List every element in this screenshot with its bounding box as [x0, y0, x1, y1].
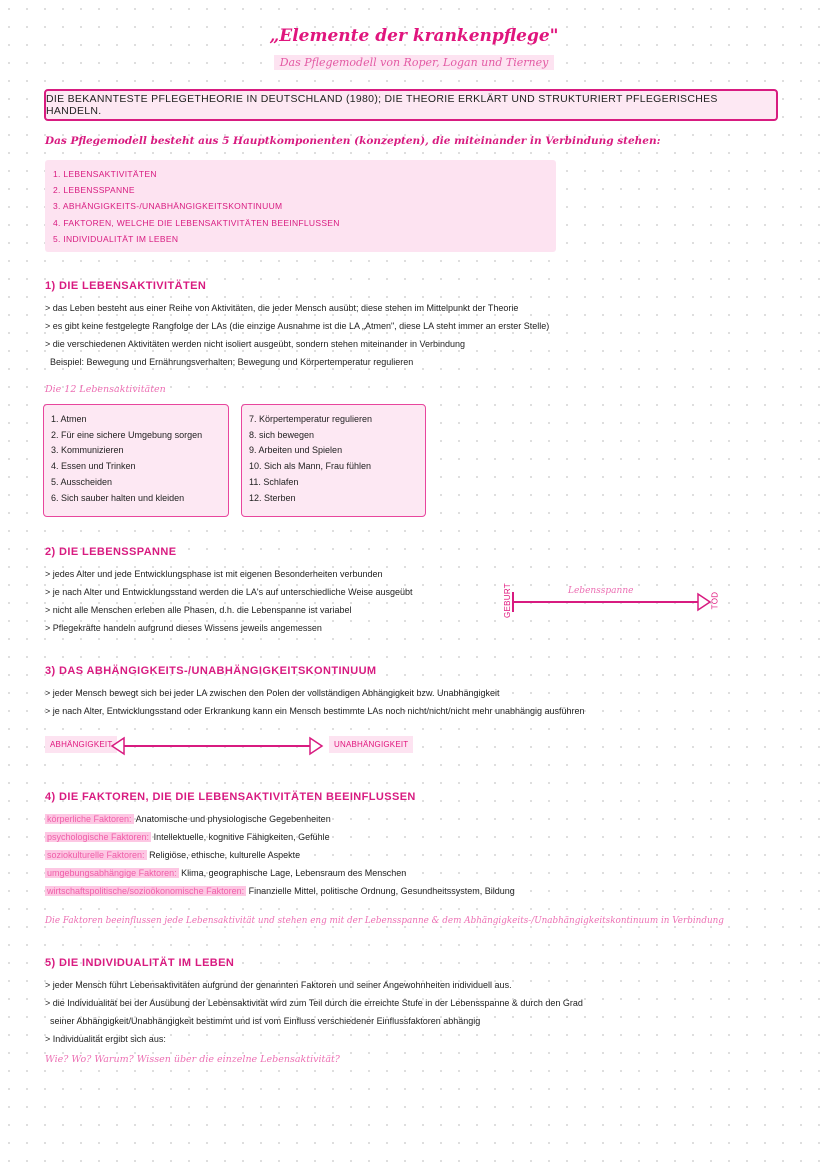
- factor-row: [45, 814, 331, 824]
- la-item: 8. sich bewegen: [249, 429, 315, 440]
- factor-text: Klima, geographische Lage, Lebensraum des Menschen: [181, 868, 407, 878]
- factor-row: [45, 868, 406, 878]
- la-item: 6. Sich sauber halten und kleiden: [51, 492, 185, 503]
- lifespan-diagram: [496, 582, 726, 622]
- la-item: 3. Kommunizieren: [51, 445, 124, 456]
- lead-text: Das Pflegemodell besteht aus 5 Hauptkomponenten (konzepten), die miteinander in Verbindung stehen:: [45, 135, 661, 147]
- section-3-line: > je nach Alter, Entwicklungsstand oder Erkrankung kann ein Mensch bestimmte LAs noch nicht/nicht/nicht mehr unabhängig ausführen: [45, 706, 585, 716]
- factor-label: körperliche Faktoren:: [47, 814, 132, 824]
- factor-row: [45, 886, 515, 896]
- factor-label: wirtschaftspolitische/sozioökonomische Faktoren:: [47, 886, 245, 896]
- death-label: TOD: [710, 591, 720, 610]
- section-2-line: > jedes Alter und jede Entwicklungsphase ist mit eigenen Besonderheiten verbunden: [45, 569, 383, 579]
- page-title: „Elemente der krankenpflege": [269, 26, 559, 46]
- continuum-arrow-icon: [110, 736, 325, 756]
- birth-label: GEBURT: [503, 583, 512, 618]
- section-1-line: Beispiel: Bewegung und Ernährungsverhalten; Bewegung und Körpertemperatur regulieren: [45, 357, 414, 367]
- page-subtitle: [0, 56, 828, 69]
- section-1-line: > das Leben besteht aus einer Reihe von Aktivitäten, die jeder Mensch ausübt; diese stehen im Mittelpunkt der Theorie: [45, 303, 519, 313]
- section-1-heading: 1) DIE LEBENSAKTIVITÄTEN: [45, 280, 207, 292]
- la-item: 4. Essen und Trinken: [51, 461, 136, 472]
- section-1-line: > die verschiedenen Aktivitäten werden nicht isoliert ausgeübt, sondern stehen miteinander in Verbindung: [45, 339, 466, 349]
- la-item: 11. Schlafen: [249, 476, 299, 487]
- factors-note: Die Faktoren beeinflussen jede Lebensaktivität und stehen eng mit der Lebensspanne & dem Abhängigkeits-/Unabhängigkeitskontinuum in Verbindung: [45, 916, 724, 926]
- la-item: 12. Sterben: [249, 492, 296, 503]
- factor-text: Anatomische und physiologische Gegebenheiten: [135, 814, 331, 824]
- la-list-title: Die 12 Lebensaktivitäten: [45, 384, 166, 395]
- section-5-line: > die Individualität bei der Ausübung der Lebensaktivität wird zum Teil durch die erreichte Stufe in der Lebensspanne & durch den Grad: [45, 998, 583, 1008]
- factor-text: Religiöse, ethische, kulturelle Aspekte: [149, 850, 301, 860]
- component-item: 4. FAKTOREN, WELCHE DIE LEBENSAKTIVITÄTEN BEEINFLUSSEN: [53, 217, 340, 228]
- la-item: 2. Für eine sichere Umgebung sorgen: [51, 429, 203, 440]
- components-box: [45, 160, 556, 252]
- component-item: 5. INDIVIDUALITÄT IM LEBEN: [53, 233, 179, 244]
- factor-row: [45, 850, 300, 860]
- la-item: 10. Sich als Mann, Frau fühlen: [249, 461, 372, 472]
- section-2-line: > Pflegekräfte handeln aufgrund dieses Wissens jeweils angemessen: [45, 623, 322, 633]
- section-3-line: > jeder Mensch bewegt sich bei jeder LA zwischen den Polen der vollständigen Abhängigkeit bzw. Unabhängigkeit: [45, 688, 500, 698]
- factor-label: psychologische Faktoren:: [47, 832, 150, 842]
- lifespan-label: Lebensspanne: [568, 586, 634, 596]
- la-column-2: [241, 404, 426, 517]
- independence-tag: UNABHÄNGIGKEIT: [329, 736, 413, 753]
- component-item: 3. ABHÄNGIGKEITS-/UNABHÄNGIGKEITSKONTINUUM: [53, 201, 283, 212]
- section-2-line: > je nach Alter und Entwicklungsstand werden die LA's auf unterschiedliche Weise ausgeübt: [45, 587, 413, 597]
- subtitle-text: Das Pflegemodell von Roper, Logan und Tierney: [274, 55, 555, 70]
- factor-text: Finanzielle Mittel, politische Ordnung, Gesundheitssystem, Bildung: [248, 886, 515, 896]
- la-column-1: [43, 404, 229, 517]
- factor-row: [45, 832, 330, 842]
- dependence-tag: ABHÄNGIGKEIT: [45, 736, 117, 753]
- section-5-line: seiner Abhängigkeit/Unabhängigkeit bestimmt und ist vom Einfluss verschiedener Einflussfaktoren abhängig: [45, 1016, 481, 1026]
- factor-label: soziokulturelle Faktoren:: [47, 850, 145, 860]
- factor-text: Intellektuelle, kognitive Fähigkeiten, Gefühle: [153, 832, 330, 842]
- component-item: 2. LEBENSSPANNE: [53, 185, 135, 196]
- section-5-line: > jeder Mensch führt Lebensaktivitäten aufgrund der genannten Faktoren und seiner Angewohnheiten individuell aus.: [45, 980, 512, 990]
- section-4-heading: 4) DIE FAKTOREN, DIE DIE LEBENSAKTIVITÄTEN BEEINFLUSSEN: [45, 791, 416, 803]
- section-2-line: > nicht alle Menschen erleben alle Phasen, d.h. die Lebenspanne ist variabel: [45, 605, 352, 615]
- la-item: 9. Arbeiten und Spielen: [249, 445, 343, 456]
- section-1-line: > es gibt keine festgelegte Rangfolge der LAs (die einzige Ausnahme ist die LA „Atmen", diese LA steht immer an erster Stelle): [45, 321, 550, 331]
- section-5-heading: 5) DIE INDIVIDUALITÄT IM LEBEN: [45, 957, 235, 969]
- la-item: 5. Ausscheiden: [51, 476, 113, 487]
- intro-box: DIE BEKANNTESTE PFLEGETHEORIE IN DEUTSCHLAND (1980); DIE THEORIE ERKLÄRT UND STRUKTURIERT PFLEGERISCHES HANDELN.: [44, 89, 778, 121]
- factor-label: umgebungsabhängige Faktoren:: [47, 868, 177, 878]
- component-item: 1. LEBENSAKTIVITÄTEN: [53, 169, 157, 179]
- section-3-heading: 3) DAS ABHÄNGIGKEITS-/UNABHÄNGIGKEITSKONTINUUM: [45, 665, 377, 677]
- la-item: 1. Atmen: [51, 414, 87, 424]
- individuality-note: Wie? Wo? Warum? Wissen über die einzelne Lebensaktivität?: [45, 1054, 340, 1065]
- section-5-line: > Individualität ergibt sich aus:: [45, 1034, 166, 1044]
- la-item: 7. Körpertemperatur regulieren: [249, 414, 373, 424]
- section-2-heading: 2) DIE LEBENSSPANNE: [45, 546, 177, 558]
